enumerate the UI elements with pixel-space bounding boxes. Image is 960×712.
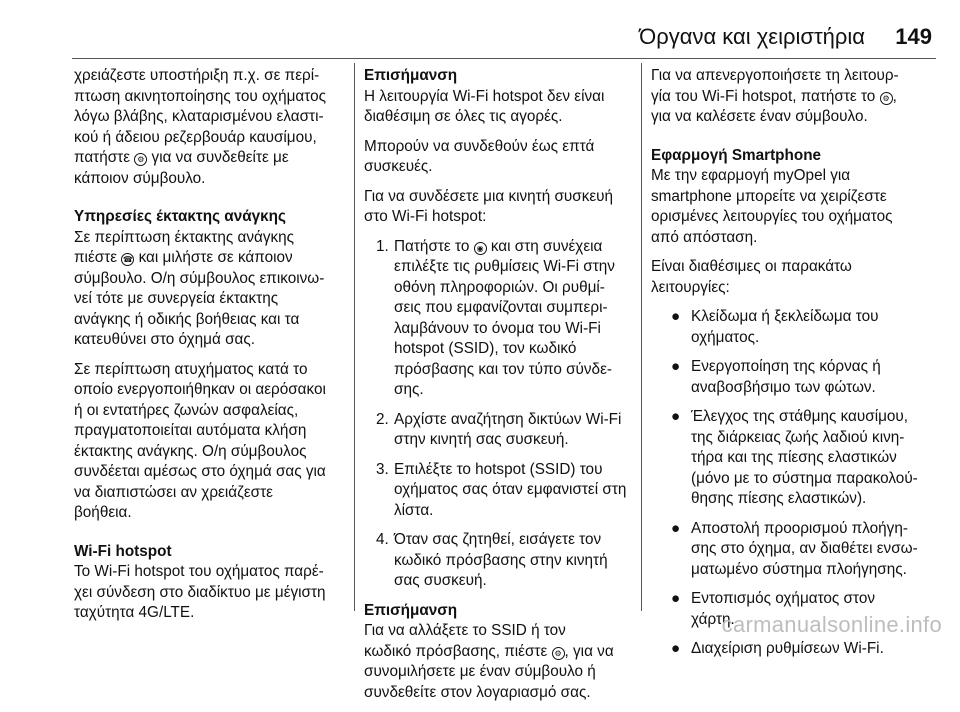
emergency-paragraph-1: Σε περίπτωση έκτακτης ανάγκης πιέστε ☎ και μιλήστε σε κάποιον σύμβουλο. Ο/η σύμβουλος επικοινω‐ νεί τότε με συνεργεία έκτακτης ανάγκης ή οδικής βοήθειας και τα κατευθύνει στο όχημά σας. [74, 228, 325, 348]
devices-paragraph: Μπορούν να συνδεθούν έως επτά συσκευές. [364, 137, 595, 175]
list-item: ● Ενεργοποίηση της κόρνας ή αναβοσβήσιμο των φώτων. [671, 358, 881, 396]
section-title: Όργανα και χειριστήρια [639, 24, 865, 49]
connect-paragraph: Για να συνδέσετε μια κινητή συσκευή στο Wi-Fi hotspot: [364, 187, 614, 225]
list-item: ● Αποστολή προορισμού πλοήγη‐ σης στο όχημα, αν διαθέτει ενσω‐ ματωμένο σύστημα πλοήγησης. [671, 519, 918, 578]
header-divider [72, 58, 936, 59]
step-2: 2. Αρχίστε αναζήτηση δικτύων Wi-Fi στην κινητή σας συσκευή. [376, 410, 622, 448]
list-item: ● Έλεγχος της στάθμης καυσίμου, της διάρκειας ζωής λαδιού κινη‐ τήρα και της πίεσης ελαστικών (μόνο με το σύστημα παρακολού‐ θησης πίεσης ελαστικών). [671, 408, 918, 507]
bullet-icon: ● [671, 308, 681, 325]
step-4: 4. Όταν σας ζητηθεί, εισάγετε τον κωδικό πρόσβασης στην κινητή σας συσκευή. [376, 531, 608, 589]
onstar-button-icon: ◉ [474, 242, 487, 255]
list-item: ● Εντοπισμός οχήματος στον χάρτη. [671, 590, 875, 628]
intro-paragraph: χρειάζεστε υποστήριξη π.χ. σε περί‐ πτωση ακινητοποίησης του οχήματος λόγω βλάβης, κλαταρισμένου ελαστι‐ κού ή άδειου ρεζερβουάρ καυσίμου, πατήστε ⚙ για να συνδεθείτε με κάποιον σύμβουλο. [74, 67, 326, 187]
sos-button-icon: ☎ [122, 255, 133, 264]
bullet-icon: ● [671, 590, 681, 607]
column-right [651, 66, 939, 669]
page-footer [0, 614, 960, 642]
notice-2: Για να αλλάξετε το SSID ή τον κωδικό πρόσβασης, πιέστε ⚙ , για να συνομιλήσετε με έναν σύμβουλο ή συνδεθείτε στον λογαριασμό σας. [364, 622, 614, 701]
column-divider-right [641, 63, 642, 611]
column-left [74, 66, 344, 633]
bullet-icon: ● [671, 358, 681, 375]
service-button-icon: ⚙ [134, 153, 147, 166]
column-divider-left [354, 63, 355, 611]
features-intro: Είναι διαθέσιμες οι παρακάτω λειτουργίες: [651, 258, 852, 296]
page-number: 149 [895, 24, 932, 49]
step-3: 3. Επιλέξτε το hotspot (SSID) του οχήματος σας όταν εμφανιστεί στη λίστα. [376, 460, 627, 519]
page-header [0, 0, 960, 62]
list-item: ● Κλείδωμα ή ξεκλείδωμα του οχήματος. [671, 308, 879, 346]
bullet-icon: ● [671, 640, 681, 657]
bullet-icon: ● [671, 519, 681, 537]
step-1: 1. Πατήστε το ◉ και στη συνέχεια επιλέξτε τις ρυθμίσεις Wi-Fi στην οθόνη πληροφοριών. Οι ρυθμί‐ σεις που εμφανίζονται συμπερι‐ λαμβάνουν το όνομα του Wi-Fi hotspot (SSID), τον κωδικό πρόσβασης και τον τύπο σύνδε‐ σης. [376, 237, 615, 398]
service-button-icon: ⚙ [552, 647, 565, 660]
wifi-heading: Wi-Fi hotspot [74, 542, 172, 560]
disable-wifi-paragraph: Για να απενεργοποιήσετε τη λειτουρ‐ γία του Wi-Fi hotspot, πατήστε το ⚙ , για να καλέσετε έναν σύμβουλο. [651, 67, 899, 125]
emergency-paragraph-2: Σε περίπτωση ατυχήματος κατά το οποίο ενεργοποιήθηκαν οι αερόσακοι ή οι εντατήρες ζωνών ασφαλείας, πραγματοποιείται αυτόματα κλήση έκτακτης ανάγκης. Ο/η σύμβουλος συνδέεται αμέσως στο όχημά σας για να διαπιστώσει αν χρειάζεστε βοήθεια. [74, 360, 326, 521]
watermark: carmanualsonline.info [721, 612, 942, 637]
notice-heading-1: Επισήμανση [364, 67, 458, 84]
wifi-paragraph: Το Wi-Fi hotspot του οχήματος παρέ‐ χει σύνδεση στο διαδίκτυο με μέγιστη ταχύτητα 4G/LTE. [74, 563, 326, 621]
notice-1: Η λειτουργία Wi-Fi hotspot δεν είναι διαθέσιμη σε όλες τις αγορές. [364, 87, 605, 125]
smartphone-paragraph: Με την εφαρμογή myOpel για smartphone μπορείτε να χειρίζεστε ορισμένες λειτουργίες του οχήματος από απόσταση. [651, 167, 893, 246]
list-item: ● Διαχείριση ρυθμίσεων Wi-Fi. [651, 639, 939, 660]
emergency-heading: Υπηρεσίες έκτακτης ανάγκης [74, 208, 286, 225]
notice-heading-2: Επισήμανση [364, 601, 458, 619]
smartphone-heading: Εφαρμογή Smartphone [651, 146, 822, 164]
service-button-icon: ⚙ [880, 92, 893, 105]
bullet-icon: ● [671, 408, 681, 425]
